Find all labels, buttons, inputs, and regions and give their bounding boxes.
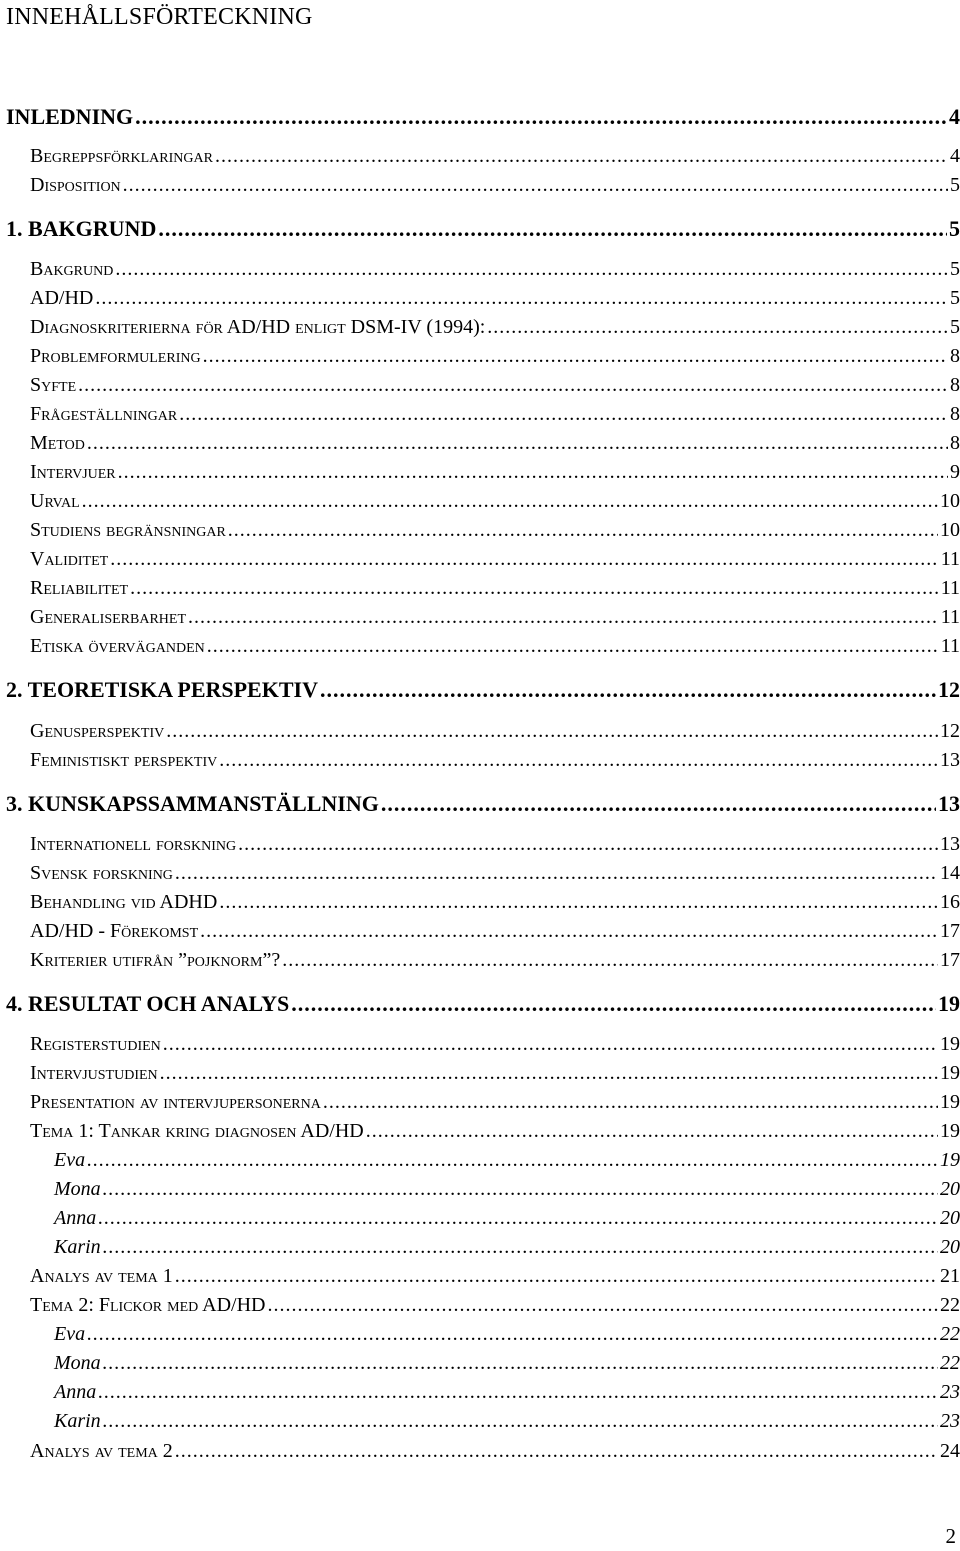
toc-entry-label: Disposition [30,174,121,196]
toc-entry-label: Problemformulering [30,345,201,367]
toc-entry[interactable] [54,1381,960,1409]
toc-entry[interactable] [30,316,960,344]
toc-entry[interactable] [30,1265,960,1293]
toc-entry-page: 5 [950,174,960,196]
toc-entry-page: 11 [940,606,960,628]
toc-entry[interactable] [30,374,960,402]
toc-entry-label: Reliabilitet [30,577,129,599]
toc-entry[interactable] [54,1410,960,1438]
dot-leader [238,833,938,856]
toc-entry-page: 19 [940,1120,960,1142]
dot-leader [215,145,948,168]
toc-entry[interactable] [30,145,960,173]
dot-leader [160,1062,938,1085]
toc-entry-page: 21 [940,1265,960,1287]
dot-leader [320,677,936,703]
toc-entry-page: 8 [950,374,960,396]
dot-leader [98,1207,938,1230]
toc-entry-page: 9 [950,461,960,483]
toc-entry-label: 4. RESULTAT OCH ANALYS [6,991,290,1016]
dot-leader [203,345,948,368]
toc-entry-label: Karin [54,1410,101,1432]
toc-entry[interactable] [30,1062,960,1090]
toc-entry-page: 12 [940,720,960,742]
toc-entry-label: Begreppsförklaringar [30,145,213,167]
toc-entry-label: Intervjuer [30,461,116,483]
toc-entry-label: Generaliserbarhet [30,606,186,628]
toc-entry-page: 20 [940,1207,960,1229]
toc-entry[interactable] [54,1352,960,1380]
toc-entry-label: Kriterier utifrån ”pojknorm”? [30,949,281,971]
toc-entry-page: 17 [940,949,960,971]
dot-leader [115,258,948,281]
toc-entry-label: Registerstudien [30,1033,161,1055]
toc-entry[interactable] [30,635,960,663]
toc-entry-label: Validitet [30,548,109,570]
toc-entry-label: Karin [54,1236,101,1258]
toc-entry-page: 20 [940,1236,960,1258]
dot-leader [130,577,939,600]
toc-entry-label: INLEDNING [6,104,134,129]
toc-entry-page: 22 [940,1323,960,1345]
toc-entry-label: Anna [54,1207,97,1229]
dot-leader [188,606,939,629]
toc-entry[interactable] [30,548,960,576]
toc-entry-page: 4 [949,104,960,129]
toc-entry-page: 19 [940,1091,960,1113]
toc-entry[interactable] [6,677,960,705]
toc-entry-page: 5 [950,316,960,338]
dot-leader [381,791,936,817]
toc-entry-label: Behandling vid ADHD [30,891,218,913]
toc-entry-label: Bakgrund [30,258,114,280]
toc-entry[interactable] [30,432,960,460]
dot-leader [95,287,948,310]
toc-entry-label: Svensk forskning [30,862,173,884]
dot-leader [179,403,948,426]
dot-leader [219,749,938,772]
toc-entry[interactable] [30,891,960,919]
toc-entry-label: Tema 1: Tankar kring diagnosen AD/HD [30,1120,364,1142]
toc-entry-page: 8 [950,403,960,425]
toc-entry[interactable] [30,345,960,373]
toc-entry-label: Eva [54,1149,86,1171]
toc-entry[interactable] [30,720,960,748]
toc-entry[interactable] [30,1120,960,1148]
dot-leader [87,1323,938,1346]
toc-entry-page: 19 [940,1149,960,1171]
toc-entry-label: Studiens begränsningar [30,519,226,541]
dot-leader [158,216,947,242]
toc-entry-label: Feministiskt perspektiv [30,749,218,771]
toc-entry-page: 23 [940,1381,960,1403]
toc-entry-label: Presentation av intervjupersonerna [30,1091,321,1113]
toc-entry-label: Diagnoskriterierna för AD/HD enligt DSM-IV (1994): [30,316,486,338]
toc-entry-page: 14 [940,862,960,884]
toc-entry-label: Eva [54,1323,86,1345]
toc-heading: INNEHÅLLSFÖRTECKNING [6,4,313,30]
dot-leader [103,1178,938,1201]
dot-leader [175,862,938,885]
dot-leader [123,174,948,197]
toc-entry[interactable] [54,1323,960,1351]
toc-entry-page: 11 [940,577,960,599]
dot-leader [87,1149,938,1172]
dot-leader [291,991,936,1017]
toc-entry[interactable] [6,991,960,1019]
dot-leader [228,519,938,542]
dot-leader [200,920,938,943]
dot-leader [267,1294,938,1317]
toc-entry-page: 11 [940,548,960,570]
dot-leader [166,720,938,743]
toc-entry-page: 5 [950,258,960,280]
toc-entry-label: Analys av tema 1 [30,1265,173,1287]
dot-leader [282,949,938,972]
toc-entry[interactable] [54,1207,960,1235]
toc-entry-page: 16 [940,891,960,913]
toc-entry-page: 12 [938,677,960,702]
toc-entry[interactable] [30,287,960,315]
toc-entry[interactable] [6,791,960,819]
toc-entry[interactable] [6,104,960,132]
dot-leader [163,1033,938,1056]
toc-entry[interactable] [30,1033,960,1061]
toc-entry-page: 24 [940,1440,960,1462]
toc-entry-page: 23 [940,1410,960,1432]
toc-entry-page: 17 [940,920,960,942]
toc-entry-label: Tema 2: Flickor med AD/HD [30,1294,266,1316]
toc-entry-label: Internationell forskning [30,833,237,855]
toc-entry[interactable] [30,862,960,890]
dot-leader [82,490,938,513]
toc-entry-page: 5 [949,216,960,241]
toc-entry-label: Genusperspektiv [30,720,165,742]
toc-entry[interactable] [30,519,960,547]
toc-entry-label: Intervjustudien [30,1062,158,1084]
toc-entry[interactable] [30,949,960,977]
toc-entry[interactable] [30,1091,960,1119]
toc-entry-page: 5 [950,287,960,309]
toc-entry[interactable] [54,1236,960,1264]
toc-entry-label: AD/HD [30,287,94,309]
toc-entry-page: 22 [940,1352,960,1374]
toc-entry-page: 4 [950,145,960,167]
toc-entry-page: 20 [940,1178,960,1200]
toc-entry-label: Mona [54,1352,101,1374]
dot-leader [98,1381,938,1404]
dot-leader [87,432,948,455]
toc-entry[interactable] [30,749,960,777]
toc-entry[interactable] [30,174,960,202]
dot-leader [175,1265,938,1288]
toc-entry-page: 10 [940,519,960,541]
toc-entry-page: 19 [938,991,960,1016]
toc-entry[interactable] [30,1440,960,1468]
toc-entry-page: 11 [940,635,960,657]
dot-leader [135,104,947,130]
dot-leader [487,316,948,339]
toc-entry-page: 19 [940,1062,960,1084]
toc-entry[interactable] [30,833,960,861]
toc-entry[interactable] [6,216,960,244]
toc-entry-page: 13 [938,791,960,816]
dot-leader [366,1120,938,1143]
toc-entry[interactable] [30,258,960,286]
toc-entry-label: 2. TEORETISKA PERSPEKTIV [6,677,318,702]
toc-entry-page: 13 [940,749,960,771]
toc-entry-label: Anna [54,1381,97,1403]
toc-entry-label: Analys av tema 2 [30,1440,173,1462]
dot-leader [110,548,939,571]
page-number: 2 [945,1524,956,1548]
toc-entry-label: Syfte [30,374,77,396]
toc-entry[interactable] [54,1178,960,1206]
toc-entry-label: 1. BAKGRUND [6,216,157,241]
dot-leader [103,1236,938,1259]
toc-entry[interactable] [30,490,960,518]
dot-leader [207,635,939,658]
toc-entry-page: 19 [940,1033,960,1055]
toc-entry-page: 13 [940,833,960,855]
toc-entry[interactable] [30,461,960,489]
toc-entry-page: 10 [940,490,960,512]
toc-entry[interactable] [30,1294,960,1322]
toc-entry-label: 3. KUNSKAPSSAMMANSTÄLLNING [6,791,379,816]
toc-entry-page: 8 [950,345,960,367]
toc-entry[interactable] [30,606,960,634]
dot-leader [103,1410,938,1433]
toc-entry-label: Urval [30,490,80,512]
toc-entry-label: Frågeställningar [30,403,178,425]
dot-leader [219,891,938,914]
toc-entry-label: AD/HD - Förekomst [30,920,199,942]
toc-entry-page: 8 [950,432,960,454]
toc-entry[interactable] [30,920,960,948]
toc-entry-label: Metod [30,432,85,454]
dot-leader [323,1091,938,1114]
dot-leader [78,374,948,397]
toc-entry-label: Etiska överväganden [30,635,205,657]
toc-entry-label: Mona [54,1178,101,1200]
toc-entry[interactable] [30,403,960,431]
dot-leader [175,1440,938,1463]
dot-leader [118,461,948,484]
toc-entry[interactable] [54,1149,960,1177]
dot-leader [103,1352,938,1375]
toc-entry-page: 22 [940,1294,960,1316]
toc-entry[interactable] [30,577,960,605]
